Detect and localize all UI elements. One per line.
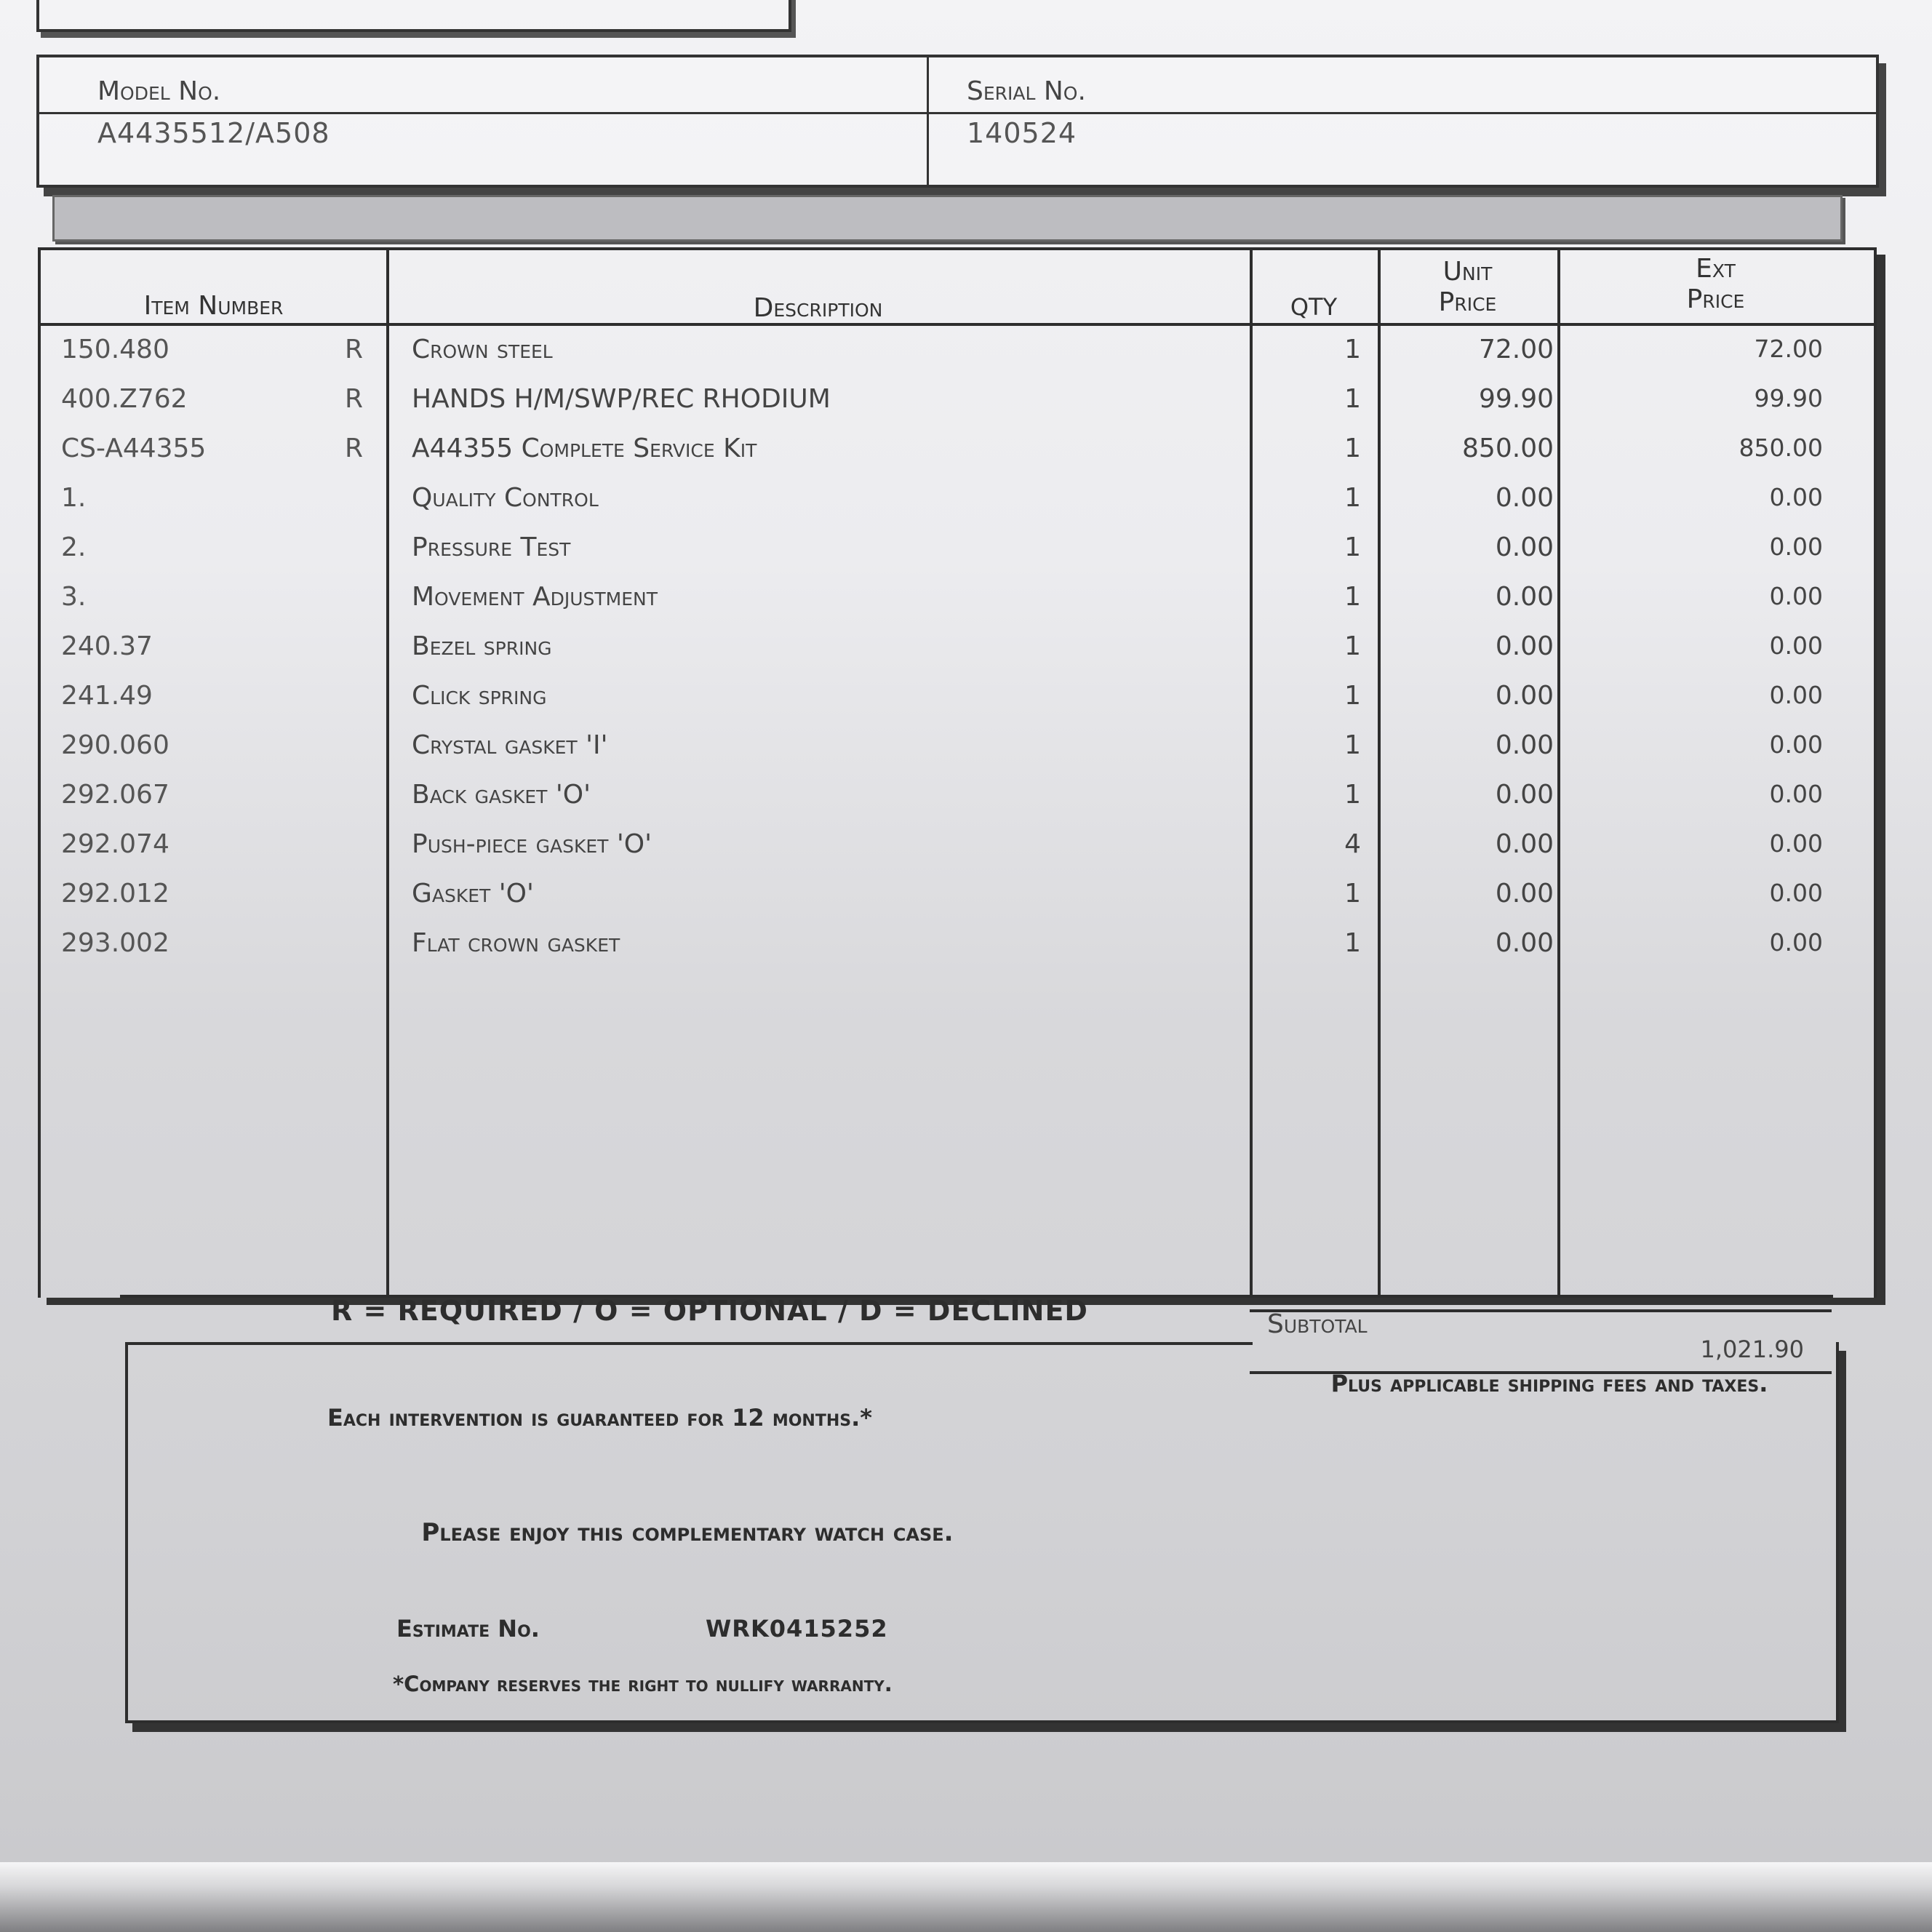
model-serial-divider — [927, 57, 929, 185]
subtotal-label: Subtotal — [1267, 1309, 1368, 1339]
shipping-fees-note: Plus applicable shipping fees and taxes. — [1330, 1370, 1768, 1397]
item-number-cell: 292.074 — [61, 829, 169, 859]
estimate-label: Estimate No. — [396, 1615, 540, 1642]
unit-price-cell: 0.00 — [1495, 532, 1554, 562]
warranty-disclaimer: *Company reserves the right to nullify warranty. — [393, 1672, 893, 1696]
requirement-flag-cell: R — [345, 335, 364, 364]
item-number-cell: CS-A44355 — [61, 434, 207, 463]
description-cell: Quality Control — [412, 483, 599, 513]
serial-value: 140524 — [967, 117, 1077, 149]
ext-price-cell: 0.00 — [1769, 532, 1823, 561]
item-number-cell: 290.060 — [61, 730, 169, 760]
legend-text: R = REQUIRED / O = OPTIONAL / D = DECLINED — [331, 1295, 1088, 1327]
unit-price-cell: 72.00 — [1478, 335, 1554, 364]
qty-cell: 1 — [1344, 879, 1361, 909]
ext-price-cell: 0.00 — [1769, 483, 1823, 511]
subtotal-value: 1,021.90 — [1700, 1336, 1804, 1363]
description-cell: Back gasket 'O' — [412, 780, 591, 810]
estimate-value: WRK0415252 — [706, 1615, 888, 1642]
item-number-cell: 150.480 — [61, 335, 169, 364]
description-cell: Gasket 'O' — [412, 879, 534, 909]
ext-price-cell: 0.00 — [1769, 681, 1823, 709]
guarantee-note: Each intervention is guaranteed for 12 months.* — [327, 1404, 873, 1432]
unit-price-cell: 0.00 — [1495, 928, 1554, 958]
table-row — [41, 871, 1874, 921]
notes-box — [125, 1342, 1839, 1723]
unit-price-cell: 0.00 — [1495, 829, 1554, 859]
ext-price-cell: 0.00 — [1769, 582, 1823, 610]
model-label: Model No. — [97, 76, 221, 106]
ext-price-cell: 0.00 — [1769, 928, 1823, 957]
model-serial-box — [36, 55, 1879, 188]
qty-cell: 1 — [1344, 681, 1361, 711]
item-number-cell: 240.37 — [61, 631, 153, 661]
qty-cell: 4 — [1344, 829, 1361, 859]
ext-price-cell: 850.00 — [1739, 434, 1823, 462]
parts-table — [38, 247, 1877, 1298]
model-serial-header-rule — [39, 112, 1876, 114]
qty-cell: 1 — [1344, 730, 1361, 760]
table-row — [41, 327, 1874, 377]
item-number-cell: 293.002 — [61, 928, 169, 958]
unit-price-cell: 850.00 — [1462, 434, 1554, 463]
unit-price-cell: 0.00 — [1495, 631, 1554, 661]
description-cell: Click spring — [412, 681, 547, 711]
qty-cell: 1 — [1344, 532, 1361, 562]
table-row — [41, 575, 1874, 624]
description-cell: Bezel spring — [412, 631, 552, 661]
qty-cell: 1 — [1344, 483, 1361, 513]
qty-cell: 1 — [1344, 384, 1361, 414]
header-description: Description — [753, 293, 883, 323]
model-value: A4435512/A508 — [97, 117, 330, 149]
requirement-flag-cell: R — [345, 434, 364, 463]
item-number-cell: 2. — [61, 532, 87, 562]
item-number-cell: 3. — [61, 582, 87, 612]
unit-price-cell: 0.00 — [1495, 780, 1554, 810]
table-row — [41, 525, 1874, 575]
table-row — [41, 426, 1874, 476]
watch-case-note: Please enjoy this complementary watch case. — [421, 1518, 954, 1547]
ext-price-cell: 72.00 — [1754, 335, 1823, 363]
qty-cell: 1 — [1344, 434, 1361, 463]
description-cell: HANDS H/M/SWP/REC RHODIUM — [412, 384, 831, 414]
table-row — [41, 377, 1874, 426]
description-cell: Crystal gasket 'I' — [412, 730, 608, 760]
ext-price-cell: 0.00 — [1769, 829, 1823, 858]
table-row — [41, 674, 1874, 723]
item-number-cell: 1. — [61, 483, 87, 513]
paper-edge-shadow — [0, 1862, 1932, 1932]
description-cell: Crown steel — [412, 335, 553, 364]
header-item-number: Item Number — [143, 291, 284, 321]
header-ext-price-line2: Price — [1686, 284, 1745, 314]
ext-price-cell: 0.00 — [1769, 780, 1823, 808]
item-number-cell: 292.012 — [61, 879, 169, 909]
top-box-fragment — [36, 0, 791, 32]
table-row — [41, 921, 1874, 970]
unit-price-cell: 0.00 — [1495, 730, 1554, 760]
ext-price-cell: 0.00 — [1769, 730, 1823, 759]
table-row — [41, 624, 1874, 674]
ext-price-cell: 0.00 — [1769, 631, 1823, 660]
ext-price-cell: 99.90 — [1754, 384, 1823, 412]
unit-price-cell: 0.00 — [1495, 879, 1554, 909]
ext-price-cell: 0.00 — [1769, 879, 1823, 907]
unit-price-cell: 99.90 — [1478, 384, 1554, 414]
unit-price-cell: 0.00 — [1495, 681, 1554, 711]
grey-separator-bar — [52, 195, 1843, 242]
table-row — [41, 822, 1874, 871]
header-qty: QTY — [1290, 293, 1338, 321]
qty-cell: 1 — [1344, 582, 1361, 612]
header-unit-price-line2: Price — [1438, 287, 1497, 317]
description-cell: Flat crown gasket — [412, 928, 620, 958]
header-unit-price-line1: Unit — [1442, 257, 1493, 287]
qty-cell: 1 — [1344, 631, 1361, 661]
unit-price-cell: 0.00 — [1495, 483, 1554, 513]
item-number-cell: 400.Z762 — [61, 384, 188, 414]
qty-cell: 1 — [1344, 928, 1361, 958]
qty-cell: 1 — [1344, 335, 1361, 364]
item-number-cell: 292.067 — [61, 780, 169, 810]
description-cell: Movement Adjustment — [412, 582, 658, 612]
description-cell: A44355 Complete Service Kit — [412, 434, 757, 463]
table-row — [41, 476, 1874, 525]
requirement-flag-cell: R — [345, 384, 364, 414]
table-row — [41, 773, 1874, 822]
description-cell: Pressure Test — [412, 532, 571, 562]
unit-price-cell: 0.00 — [1495, 582, 1554, 612]
table-row — [41, 723, 1874, 773]
description-cell: Push-piece gasket 'O' — [412, 829, 652, 859]
serial-label: Serial No. — [967, 76, 1086, 106]
item-number-cell: 241.49 — [61, 681, 153, 711]
header-ext-price-line1: Ext — [1696, 254, 1736, 284]
legend-bottom-rule — [125, 1342, 1253, 1345]
qty-cell: 1 — [1344, 780, 1361, 810]
